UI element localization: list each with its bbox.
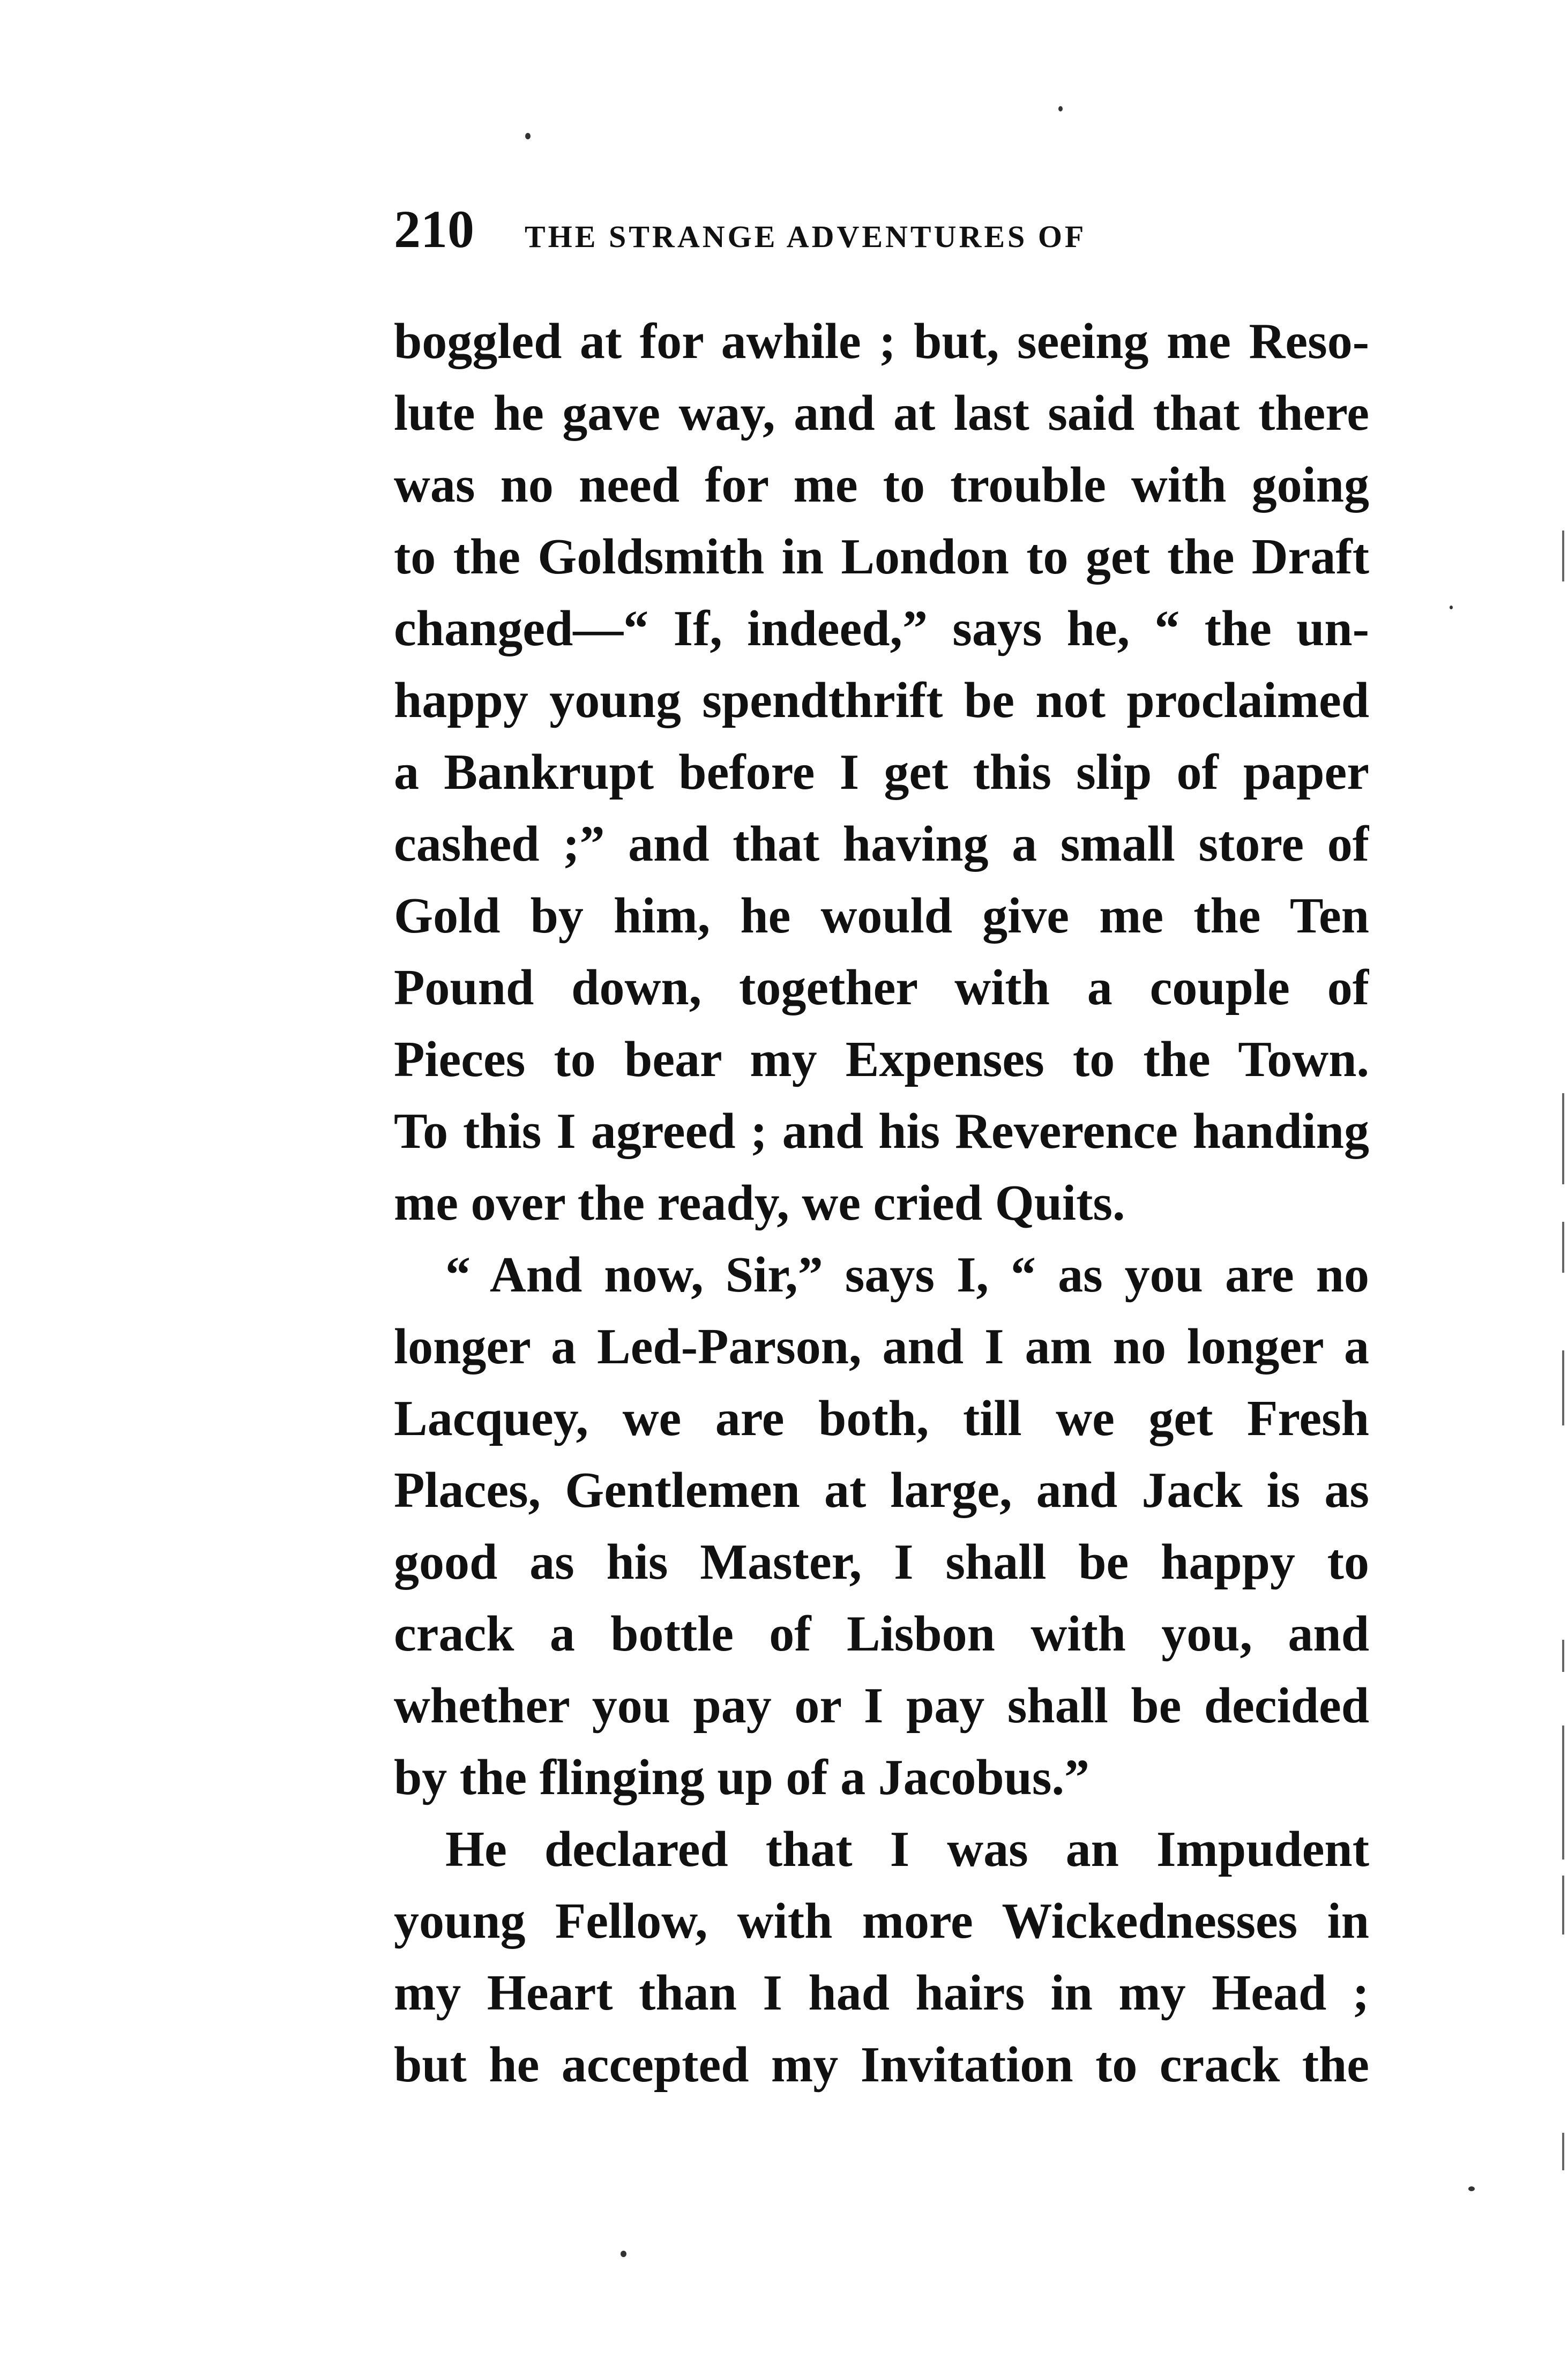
text-line: was no need for me to trouble with going [394,457,1369,513]
text-line: Pound down, together with a couple of [394,960,1369,1015]
text-line: Places, Gentlemen at large, and Jack is as [394,1462,1369,1518]
text-line: changed—“ If, indeed,” says he, “ the un- [394,601,1369,656]
text-line: boggled at for awhile ; but, seeing me Reso- [394,313,1369,369]
scan-edge-mark [1562,1350,1564,1425]
text-line: whether you pay or I pay shall be decided [394,1678,1369,1734]
scan-edge-mark [1562,1876,1564,1935]
text-line: crack a bottle of Lisbon with you, and [394,1606,1369,1662]
scan-speck [1450,606,1453,609]
text-line: longer a Led-Parson, and I am no longer a [394,1319,1369,1375]
body-text [394,305,1369,2101]
scan-speck [1468,2186,1475,2191]
text-line: Gold by him, he would give me the Ten [394,888,1369,944]
text-line: to the Goldsmith in London to get the Draft [394,529,1369,585]
text-line: “ And now, Sir,” says I, “ as you are no [445,1247,1369,1303]
text-line: He declared that I was an Impudent [445,1821,1369,1877]
running-head [394,198,1369,257]
text-line: To this I agreed ; and his Reverence handing [394,1103,1369,1159]
scan-edge-mark [1562,1726,1564,1859]
scan-edge-mark [1562,531,1564,581]
text-line: lute he gave way, and at last said that there [394,385,1369,441]
text-line: happy young spendthrift be not proclaimed [394,673,1369,728]
text-line: but he accepted my Invitation to crack the [394,2037,1369,2093]
text-line: a Bankrupt before I get this slip of paper [394,744,1369,800]
text-line: Lacquey, we are both, till we get Fresh [394,1391,1369,1446]
scan-edge-mark [1562,1093,1564,1184]
text-line: me over the ready, we cried Quits. [394,1175,1125,1231]
page-number: 210 [394,199,474,259]
scan-speck [621,2251,626,2257]
scan-speck [1058,106,1063,111]
text-line: by the flinging up of a Jacobus.” [394,1750,1090,1805]
text-line: cashed ;” and that having a small store of [394,816,1369,872]
scan-edge-mark [1562,1222,1564,1273]
text-line: good as his Master, I shall be happy to [394,1534,1369,1590]
scan-speck [525,133,531,139]
scan-edge-mark [1562,1640,1564,1672]
text-line: young Fellow, with more Wickednesses in [394,1893,1369,1949]
running-title: THE STRANGE ADVENTURES OF [525,219,1087,254]
text-line: my Heart than I had hairs in my Head ; [394,1965,1369,2021]
scan-edge-mark [1562,2133,1564,2170]
text-line: Pieces to bear my Expenses to the Town. [394,1032,1369,1087]
